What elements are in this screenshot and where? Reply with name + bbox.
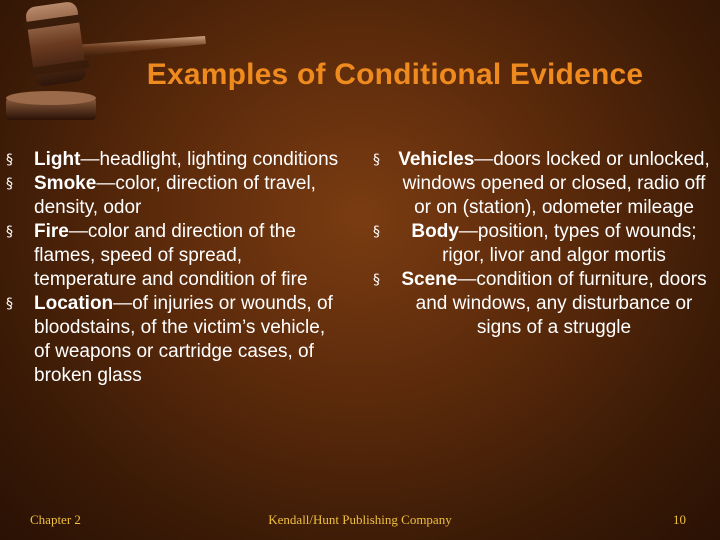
item-text: —of injuries or wounds, of bloodstains, of the victim’s vehicle, of weapons or cartridge cases, of broken glass bbox=[34, 293, 333, 386]
bullet-icon: § bbox=[6, 152, 13, 168]
list-item bbox=[6, 148, 342, 172]
item-text: —color, direction of travel, density, odor bbox=[34, 173, 316, 218]
item-text: —color and direction of the flames, speed of spread, temperature and condition of fire bbox=[34, 221, 308, 290]
list-item bbox=[373, 148, 713, 220]
list-item bbox=[373, 268, 713, 340]
bullet-icon: § bbox=[6, 296, 13, 312]
right-column bbox=[373, 148, 713, 340]
item-text: —doors locked or unlocked, windows opened or closed, radio off or on (station), odometer mileage bbox=[402, 149, 710, 218]
bullet-icon: § bbox=[373, 152, 380, 168]
left-column bbox=[6, 148, 342, 388]
item-term: Vehicles bbox=[398, 149, 475, 170]
bullet-icon: § bbox=[6, 176, 13, 192]
list-item bbox=[6, 172, 342, 220]
footer-page-number: 10 bbox=[673, 512, 686, 527]
list-item bbox=[373, 220, 713, 268]
item-text: —headlight, lighting conditions bbox=[80, 149, 339, 170]
item-term: Scene bbox=[401, 269, 458, 290]
list-item bbox=[6, 292, 342, 388]
item-term: Location bbox=[34, 293, 114, 314]
bullet-icon: § bbox=[6, 224, 13, 240]
item-text: —condition of furniture, doors and windows, any disturbance or signs of a struggle bbox=[415, 269, 707, 338]
footer-publisher: Kendall/Hunt Publishing Company bbox=[268, 512, 452, 527]
footer-chapter: Chapter 2 bbox=[30, 512, 81, 527]
slide-title: Examples of Conditional Evidence bbox=[146, 58, 644, 91]
bullet-icon: § bbox=[373, 272, 380, 288]
item-term: Light bbox=[34, 149, 81, 170]
item-term: Fire bbox=[34, 221, 69, 242]
item-text: —position, types of wounds; rigor, livor and algor mortis bbox=[442, 221, 697, 266]
list-item bbox=[6, 220, 342, 292]
item-term: Body bbox=[411, 221, 459, 242]
bullet-icon: § bbox=[373, 224, 380, 240]
item-term: Smoke bbox=[34, 173, 97, 194]
